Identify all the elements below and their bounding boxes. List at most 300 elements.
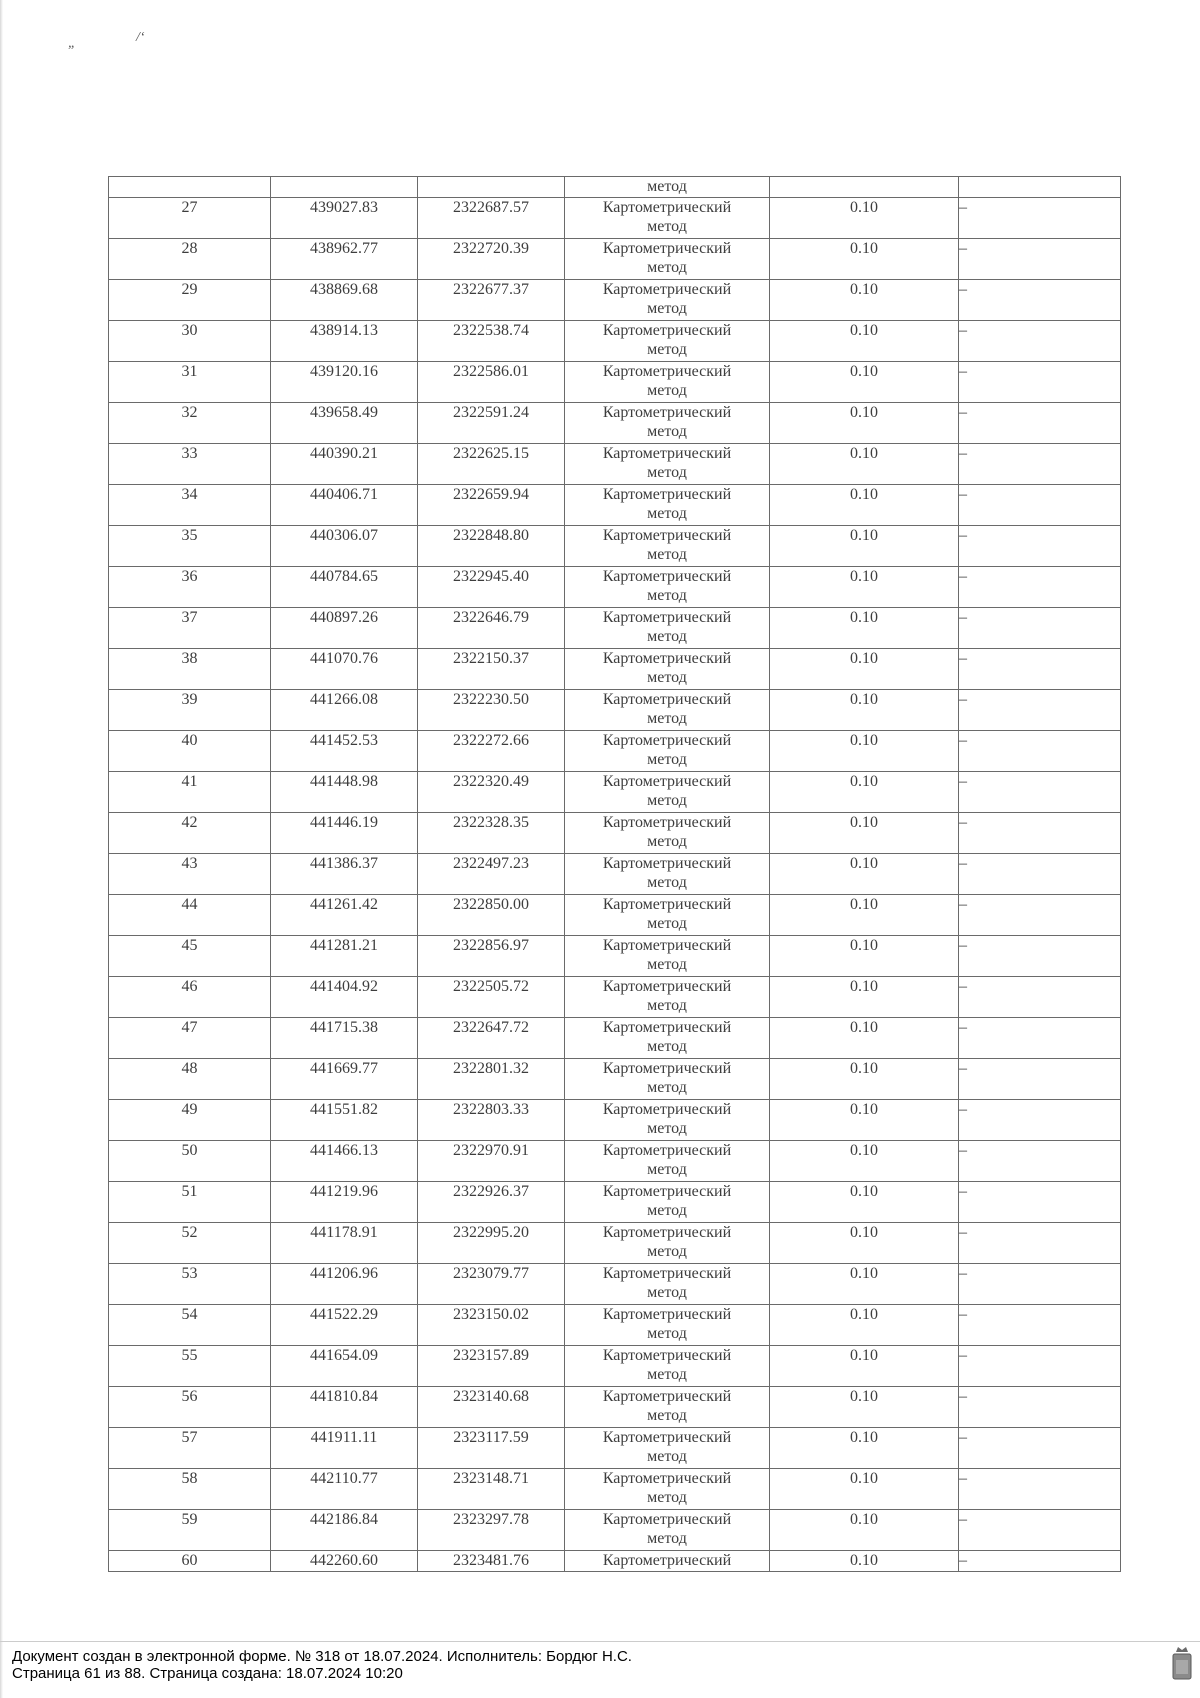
cell-x: 441911.11 xyxy=(271,1428,418,1469)
table-row xyxy=(109,608,1121,649)
cell-method-line-2: метод xyxy=(647,997,687,1014)
cell-y: 2322272.66 xyxy=(418,731,565,772)
cell-x: 442110.77 xyxy=(271,1469,418,1510)
cell-method-line-1: Картометрический xyxy=(602,814,732,831)
cell-y: 2322150.37 xyxy=(418,649,565,690)
cell-point-number: 56 xyxy=(109,1387,271,1428)
cell-description: – xyxy=(959,321,1121,362)
cell-x: 441219.96 xyxy=(271,1182,418,1223)
cell-method xyxy=(565,444,770,485)
cell-y: 2323079.77 xyxy=(418,1264,565,1305)
cell-point-number: 55 xyxy=(109,1346,271,1387)
cell-point-number: 50 xyxy=(109,1141,271,1182)
cell-point-number: 52 xyxy=(109,1223,271,1264)
cell-description: – xyxy=(959,239,1121,280)
cell-method-line-1: Картометрический xyxy=(602,1388,732,1405)
cell-x: 440390.21 xyxy=(271,444,418,485)
coordinates-table-wrapper xyxy=(108,176,1120,1572)
cell-point-number: 32 xyxy=(109,403,271,444)
cell-description: – xyxy=(959,1387,1121,1428)
cell-description: – xyxy=(959,1428,1121,1469)
table-row xyxy=(109,772,1121,813)
cell-point-number: 30 xyxy=(109,321,271,362)
cell-method xyxy=(565,1182,770,1223)
table-row xyxy=(109,690,1121,731)
cell-method-line-2: метод xyxy=(647,300,687,317)
cell-point-number: 57 xyxy=(109,1428,271,1469)
table-row xyxy=(109,649,1121,690)
cell-description: – xyxy=(959,854,1121,895)
table-row xyxy=(109,362,1121,403)
table-row xyxy=(109,731,1121,772)
cell-method xyxy=(565,362,770,403)
cell-point-number: 54 xyxy=(109,1305,271,1346)
cell-method-line-1: Картометрический xyxy=(602,650,732,667)
table-row xyxy=(109,403,1121,444)
cell-x: 441448.98 xyxy=(271,772,418,813)
cell-y: 2322646.79 xyxy=(418,608,565,649)
cell-x: 441281.21 xyxy=(271,936,418,977)
table-row xyxy=(109,1428,1121,1469)
cell-description: – xyxy=(959,1264,1121,1305)
cell-method-line-2: метод xyxy=(647,1120,687,1137)
cell-method xyxy=(565,1059,770,1100)
coordinates-table xyxy=(108,176,1121,1572)
cell-x: 441452.53 xyxy=(271,731,418,772)
cell-y: 2322328.35 xyxy=(418,813,565,854)
cell-x: 440306.07 xyxy=(271,526,418,567)
cell-description: – xyxy=(959,1059,1121,1100)
cell-x: 442260.60 xyxy=(271,1551,418,1572)
cell-method-line-2: метод xyxy=(647,1325,687,1342)
cell-x: 441446.19 xyxy=(271,813,418,854)
cell-x: 439120.16 xyxy=(271,362,418,403)
cell-accuracy: 0.10 xyxy=(770,608,959,649)
cell-accuracy: 0.10 xyxy=(770,1428,959,1469)
cell-accuracy: 0.10 xyxy=(770,485,959,526)
cell-method xyxy=(565,1510,770,1551)
cell-method-line-1: Картометрический xyxy=(602,527,732,544)
table-row xyxy=(109,1264,1121,1305)
cell-y: 2322848.80 xyxy=(418,526,565,567)
cell-method-line-2: метод xyxy=(647,1202,687,1219)
cell-method xyxy=(565,239,770,280)
table-row xyxy=(109,1141,1121,1182)
cell-method xyxy=(565,813,770,854)
cell-point-number: 28 xyxy=(109,239,271,280)
cell-y: 2322677.37 xyxy=(418,280,565,321)
cell-accuracy: 0.10 xyxy=(770,1346,959,1387)
table-row xyxy=(109,854,1121,895)
cell-accuracy: 0.10 xyxy=(770,239,959,280)
cell-accuracy: 0.10 xyxy=(770,813,959,854)
cell-method xyxy=(565,649,770,690)
cell-method-line-2: метод xyxy=(647,1243,687,1260)
table-row-continued xyxy=(109,177,1121,198)
cell-x: 442186.84 xyxy=(271,1510,418,1551)
cell-y: 2323297.78 xyxy=(418,1510,565,1551)
table-row xyxy=(109,444,1121,485)
cell-y: 2322625.15 xyxy=(418,444,565,485)
table-row xyxy=(109,321,1121,362)
cell-method xyxy=(565,1387,770,1428)
cell-method xyxy=(565,1018,770,1059)
cell-point-number: 46 xyxy=(109,977,271,1018)
cell-description: – xyxy=(959,444,1121,485)
cell-method-line-2: метод xyxy=(647,751,687,768)
cell-accuracy: 0.10 xyxy=(770,1264,959,1305)
cell-accuracy: 0.10 xyxy=(770,198,959,239)
cell-method xyxy=(565,403,770,444)
table-row xyxy=(109,1223,1121,1264)
cell-method-line-2: метод xyxy=(647,1530,687,1547)
table-row xyxy=(109,198,1121,239)
cell-y: 2322970.91 xyxy=(418,1141,565,1182)
coordinates-table-body xyxy=(109,177,1121,1572)
cell-y xyxy=(418,177,565,198)
cell-x: 441522.29 xyxy=(271,1305,418,1346)
cell-method-line-2: метод xyxy=(647,1407,687,1424)
table-row xyxy=(109,1018,1121,1059)
cell-method-line-2: метод xyxy=(647,1489,687,1506)
table-row xyxy=(109,1182,1121,1223)
table-row xyxy=(109,1387,1121,1428)
cell-point-number: 39 xyxy=(109,690,271,731)
cell-x: 441070.76 xyxy=(271,649,418,690)
cell-x: 439658.49 xyxy=(271,403,418,444)
cell-point-number: 36 xyxy=(109,567,271,608)
cell-y: 2322850.00 xyxy=(418,895,565,936)
cell-description: – xyxy=(959,1100,1121,1141)
cell-description: – xyxy=(959,567,1121,608)
cell-y: 2322497.23 xyxy=(418,854,565,895)
cell-method-line-1: Картометрический xyxy=(602,445,732,462)
cell-description: – xyxy=(959,1141,1121,1182)
cell-description: – xyxy=(959,1510,1121,1551)
cell-method xyxy=(565,854,770,895)
cell-method-line-1: Картометрический xyxy=(602,486,732,503)
cell-method xyxy=(565,198,770,239)
cell-point-number: 59 xyxy=(109,1510,271,1551)
cell-method xyxy=(565,772,770,813)
cell-description: – xyxy=(959,608,1121,649)
cell-x: 441810.84 xyxy=(271,1387,418,1428)
cell-x: 438962.77 xyxy=(271,239,418,280)
footer-divider xyxy=(0,1641,1200,1642)
cell-method xyxy=(565,1346,770,1387)
cell-method-line-2: метод xyxy=(647,1161,687,1178)
cell-accuracy xyxy=(770,177,959,198)
cell-y: 2322538.74 xyxy=(418,321,565,362)
cell-method xyxy=(565,895,770,936)
cell-method xyxy=(565,977,770,1018)
table-row xyxy=(109,485,1121,526)
cell-point-number: 45 xyxy=(109,936,271,977)
cell-method-line-2: метод xyxy=(647,423,687,440)
cell-accuracy: 0.10 xyxy=(770,403,959,444)
cell-x: 440897.26 xyxy=(271,608,418,649)
cell-method: Картометрический xyxy=(565,1551,770,1572)
cell-description xyxy=(959,177,1121,198)
cell-y: 2322803.33 xyxy=(418,1100,565,1141)
cell-x: 441551.82 xyxy=(271,1100,418,1141)
cell-method-line-2: метод xyxy=(647,1448,687,1465)
cell-method-line-2: метод xyxy=(647,259,687,276)
cell-method-line-1: Картометрический xyxy=(602,322,732,339)
cell-method-line-1: Картометрический xyxy=(602,937,732,954)
cell-method xyxy=(565,936,770,977)
scan-mark-right: /‘ xyxy=(136,30,145,45)
cell-method-line-2: метод xyxy=(647,1079,687,1096)
footer-line-1: Документ создан в электронной форме. № 318 от 18.07.2024. Исполнитель: Бордюг Н.С. xyxy=(12,1648,632,1665)
cell-method-line-1: Картометрический xyxy=(602,404,732,421)
cell-y: 2322586.01 xyxy=(418,362,565,403)
cell-accuracy: 0.10 xyxy=(770,526,959,567)
cell-method-line-1: Картометрический xyxy=(602,199,732,216)
cell-description: – xyxy=(959,1018,1121,1059)
cell-y: 2323150.02 xyxy=(418,1305,565,1346)
cell-x: 440406.71 xyxy=(271,485,418,526)
cell-accuracy: 0.10 xyxy=(770,895,959,936)
cell-method-line-2: метод xyxy=(647,587,687,604)
cell-method-line-1: Картометрический xyxy=(602,1429,732,1446)
cell-accuracy: 0.10 xyxy=(770,1469,959,1510)
table-row xyxy=(109,1059,1121,1100)
cell-y: 2322320.49 xyxy=(418,772,565,813)
cell-description: – xyxy=(959,690,1121,731)
scan-edge-shadow xyxy=(0,0,3,1698)
cell-method-line-1: Картометрический xyxy=(602,240,732,257)
cell-description: – xyxy=(959,485,1121,526)
cell-point-number: 60 xyxy=(109,1551,271,1572)
cell-method-line-1: Картометрический xyxy=(602,1224,732,1241)
cell-method-line-1: Картометрический xyxy=(602,896,732,913)
cell-description: – xyxy=(959,526,1121,567)
cell-point-number: 53 xyxy=(109,1264,271,1305)
cell-accuracy: 0.10 xyxy=(770,1141,959,1182)
cell-method xyxy=(565,1305,770,1346)
table-row xyxy=(109,526,1121,567)
cell-accuracy: 0.10 xyxy=(770,321,959,362)
cell-method-line-2: метод xyxy=(647,792,687,809)
table-row-last xyxy=(109,1551,1121,1572)
cell-description: – xyxy=(959,895,1121,936)
cell-x: 441266.08 xyxy=(271,690,418,731)
cell-accuracy: 0.10 xyxy=(770,1018,959,1059)
cell-method-line-2: метод xyxy=(647,915,687,932)
cell-method-line-1: Картометрический xyxy=(602,363,732,380)
cell-accuracy: 0.10 xyxy=(770,362,959,403)
cell-accuracy: 0.10 xyxy=(770,567,959,608)
cell-method-line-2: метод xyxy=(647,710,687,727)
cell-accuracy: 0.10 xyxy=(770,854,959,895)
cell-method xyxy=(565,731,770,772)
cell-x: 441669.77 xyxy=(271,1059,418,1100)
cell-x: 441206.96 xyxy=(271,1264,418,1305)
cell-accuracy: 0.10 xyxy=(770,936,959,977)
cell-accuracy: 0.10 xyxy=(770,1100,959,1141)
cell-description: – xyxy=(959,977,1121,1018)
cell-y: 2322801.32 xyxy=(418,1059,565,1100)
cell-x: 441715.38 xyxy=(271,1018,418,1059)
scan-mark-left: „ xyxy=(68,36,76,51)
cell-x: 441466.13 xyxy=(271,1141,418,1182)
cell-description: – xyxy=(959,1305,1121,1346)
cell-point-number: 40 xyxy=(109,731,271,772)
cell-point-number: 37 xyxy=(109,608,271,649)
cell-accuracy: 0.10 xyxy=(770,772,959,813)
cell-method-line-2: метод xyxy=(647,628,687,645)
cell-method xyxy=(565,321,770,362)
cell-point-number: 44 xyxy=(109,895,271,936)
cell-accuracy: 0.10 xyxy=(770,280,959,321)
document-footer xyxy=(12,1648,632,1682)
cell-accuracy: 0.10 xyxy=(770,977,959,1018)
cell-accuracy: 0.10 xyxy=(770,731,959,772)
cell-accuracy: 0.10 xyxy=(770,1182,959,1223)
cell-description: – xyxy=(959,772,1121,813)
cell-method xyxy=(565,1100,770,1141)
cell-point-number: 29 xyxy=(109,280,271,321)
cell-point-number: 58 xyxy=(109,1469,271,1510)
cell-x: 441178.91 xyxy=(271,1223,418,1264)
cell-description: – xyxy=(959,1469,1121,1510)
cell-method-line-2: метод xyxy=(647,1366,687,1383)
cell-x: 441654.09 xyxy=(271,1346,418,1387)
cell-point-number: 27 xyxy=(109,198,271,239)
table-row xyxy=(109,1305,1121,1346)
cell-point-number: 42 xyxy=(109,813,271,854)
cell-point-number: 31 xyxy=(109,362,271,403)
cell-method-line-1: Картометрический xyxy=(602,1183,732,1200)
cell-description: – xyxy=(959,1182,1121,1223)
cell-y: 2323481.76 xyxy=(418,1551,565,1572)
cell-method xyxy=(565,280,770,321)
cell-method xyxy=(565,690,770,731)
cell-accuracy: 0.10 xyxy=(770,1510,959,1551)
cell-y: 2322995.20 xyxy=(418,1223,565,1264)
cell-method-line-1: Картометрический xyxy=(602,1019,732,1036)
cell-x: 439027.83 xyxy=(271,198,418,239)
cell-x: 438914.13 xyxy=(271,321,418,362)
cell-accuracy: 0.10 xyxy=(770,1551,959,1572)
cell-method xyxy=(565,1223,770,1264)
cell-method-line-1: Картометрический xyxy=(602,978,732,995)
cell-point-number xyxy=(109,177,271,198)
cell-method-line-1: Картометрический xyxy=(602,1101,732,1118)
cell-description: – xyxy=(959,731,1121,772)
cell-method-line-1: Картометрический xyxy=(602,1265,732,1282)
table-row xyxy=(109,239,1121,280)
cell-method-line-2: метод xyxy=(647,956,687,973)
cell-method xyxy=(565,1141,770,1182)
cell-method-line-1: Картометрический xyxy=(602,1060,732,1077)
cell-method-line-1: Картометрический xyxy=(602,732,732,749)
cell-point-number: 33 xyxy=(109,444,271,485)
cell-description: – xyxy=(959,280,1121,321)
cell-y: 2323117.59 xyxy=(418,1428,565,1469)
cell-x: 441404.92 xyxy=(271,977,418,1018)
table-row xyxy=(109,1100,1121,1141)
table-row xyxy=(109,567,1121,608)
cell-accuracy: 0.10 xyxy=(770,649,959,690)
table-row xyxy=(109,1469,1121,1510)
cell-description: – xyxy=(959,649,1121,690)
table-row xyxy=(109,1346,1121,1387)
cell-description: – xyxy=(959,813,1121,854)
cell-accuracy: 0.10 xyxy=(770,1387,959,1428)
cell-method-line-1: Картометрический xyxy=(602,1306,732,1323)
cell-accuracy: 0.10 xyxy=(770,690,959,731)
cell-method-line-1: Картометрический xyxy=(602,691,732,708)
table-row xyxy=(109,1510,1121,1551)
cell-x: 440784.65 xyxy=(271,567,418,608)
table-row xyxy=(109,895,1121,936)
cell-y: 2322659.94 xyxy=(418,485,565,526)
cell-y: 2322945.40 xyxy=(418,567,565,608)
cell-method-line-1: Картометрический xyxy=(602,1142,732,1159)
cell-point-number: 49 xyxy=(109,1100,271,1141)
table-row xyxy=(109,813,1121,854)
cell-y: 2322591.24 xyxy=(418,403,565,444)
cell-accuracy: 0.10 xyxy=(770,1223,959,1264)
cell-description: – xyxy=(959,198,1121,239)
footer-line-2: Страница 61 из 88. Страница создана: 18.07.2024 10:20 xyxy=(12,1665,403,1682)
cell-point-number: 38 xyxy=(109,649,271,690)
cell-method-line-1: Картометрический xyxy=(602,1347,732,1364)
cell-y: 2322505.72 xyxy=(418,977,565,1018)
cell-y: 2323148.71 xyxy=(418,1469,565,1510)
cell-method-line-2: метод xyxy=(647,505,687,522)
cell-description: – xyxy=(959,1551,1121,1572)
cell-method xyxy=(565,567,770,608)
cell-method-line-2: метод xyxy=(647,833,687,850)
cell-method-line-1: Картометрический xyxy=(602,609,732,626)
cell-description: – xyxy=(959,1346,1121,1387)
cell-y: 2322856.97 xyxy=(418,936,565,977)
cell-y: 2322687.57 xyxy=(418,198,565,239)
cell-x: 441261.42 xyxy=(271,895,418,936)
cell-description: – xyxy=(959,403,1121,444)
cell-method xyxy=(565,1469,770,1510)
cell-x: 441386.37 xyxy=(271,854,418,895)
cell-method-line-1: Картометрический xyxy=(602,1470,732,1487)
cell-method xyxy=(565,608,770,649)
cell-point-number: 48 xyxy=(109,1059,271,1100)
cell-y: 2322647.72 xyxy=(418,1018,565,1059)
cell-description: – xyxy=(959,1223,1121,1264)
cell-method-line-1: Картометрический xyxy=(602,568,732,585)
cell-x: 438869.68 xyxy=(271,280,418,321)
cell-method-line-2: метод xyxy=(647,382,687,399)
cell-y: 2322926.37 xyxy=(418,1182,565,1223)
cell-method-line-2: метод xyxy=(647,546,687,563)
table-row xyxy=(109,977,1121,1018)
table-row xyxy=(109,280,1121,321)
cell-point-number: 34 xyxy=(109,485,271,526)
cell-method-line-2: метод xyxy=(647,464,687,481)
cell-y: 2323157.89 xyxy=(418,1346,565,1387)
cell-method xyxy=(565,526,770,567)
cell-x xyxy=(271,177,418,198)
cell-description: – xyxy=(959,362,1121,403)
cell-method-line-2: метод xyxy=(647,874,687,891)
cell-method-line-2: метод xyxy=(647,218,687,235)
cell-method-line-2: метод xyxy=(647,1038,687,1055)
cell-method-line-1: Картометрический xyxy=(602,855,732,872)
cell-method-line-1: Картометрический xyxy=(602,1511,732,1528)
table-row xyxy=(109,936,1121,977)
